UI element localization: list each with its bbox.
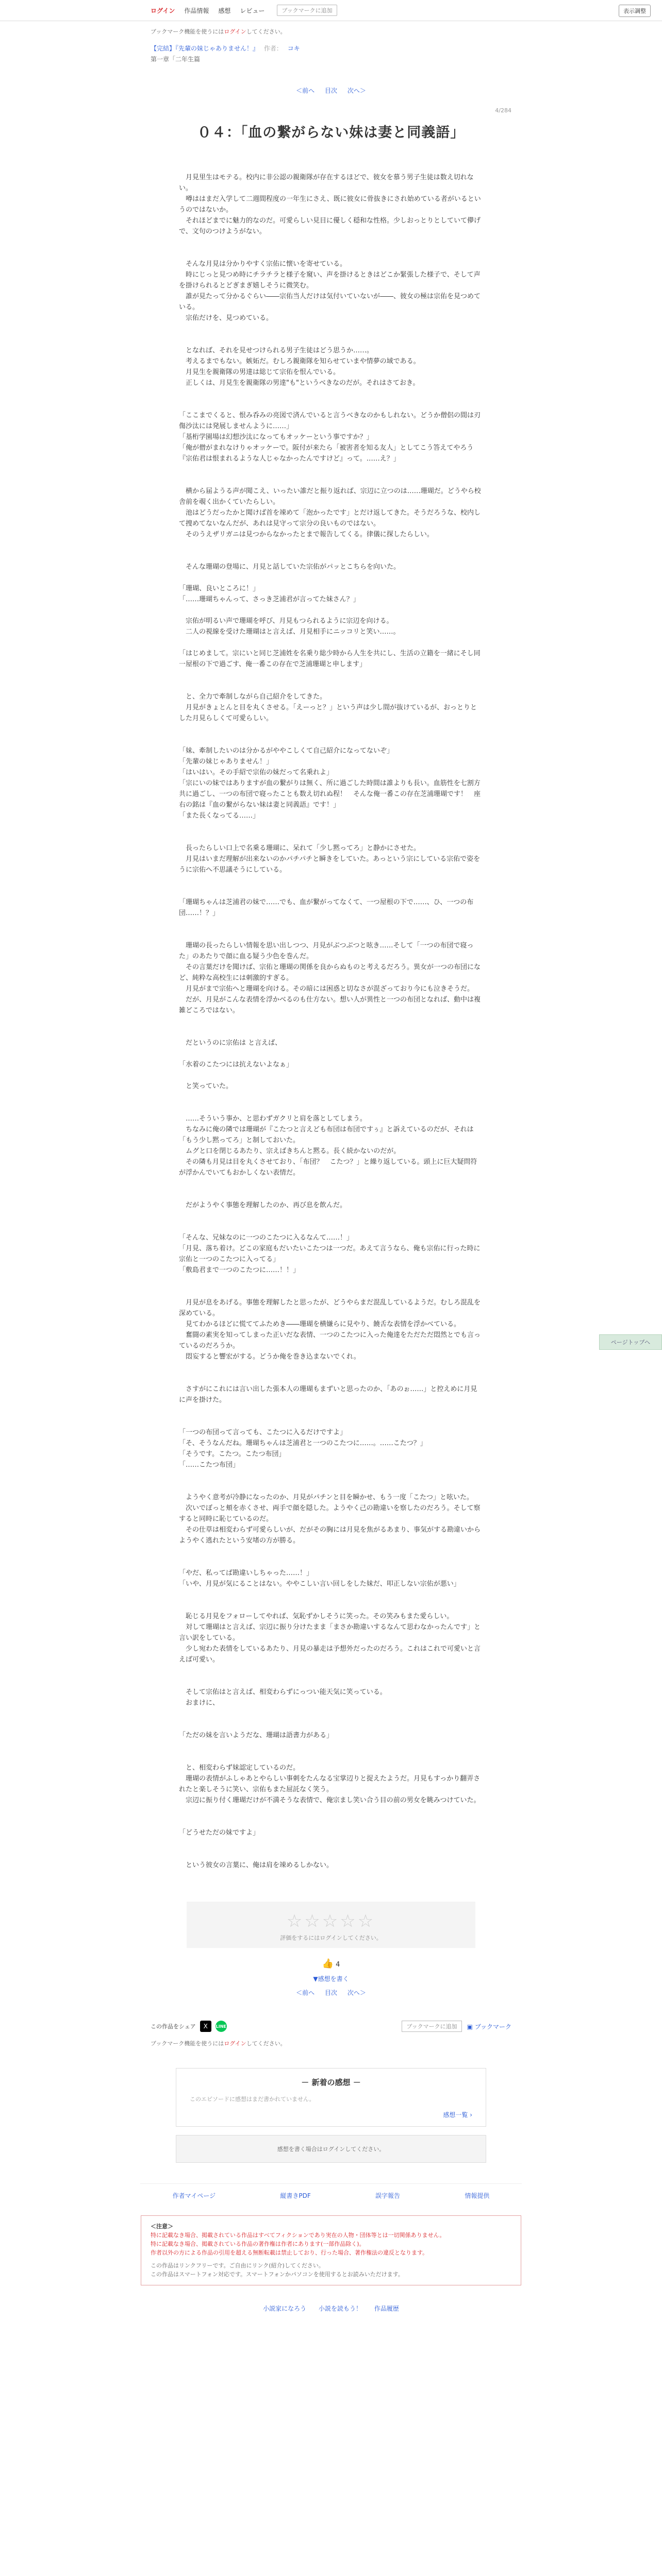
body-paragraph: 次いでぼっと頬を赤くさせ、両手で顔を隠した。ようやく己の勘違いを察したのだろう。そして察すると同時に恥じているのだ。	[179, 1504, 481, 1523]
body-paragraph: おまけに、	[179, 1699, 220, 1707]
line-share-icon[interactable]: LINE	[216, 2021, 227, 2032]
body-paragraph: 「珊瑚ちゃんは芝浦君の妹で……でも、血が繋がってなくて、一つ屋根の下で……、ひ、一つの布団……！？」	[179, 899, 474, 917]
body-paragraph: 珊瑚の長ったらしい情報を思い出しつつ、月見がぶつぶつと呟き……そして「一つの布団で寝った」のあたりで顔に血る疑う少色を巻んだ。	[179, 942, 474, 960]
bottom-links	[151, 2304, 511, 2313]
page-count: 4/284	[495, 107, 511, 114]
body-paragraph: そんな珊瑚の登場に、月見と話していた宗佑がパッとこちらを向いた。	[179, 563, 401, 571]
body-paragraph	[179, 1178, 483, 1189]
body-paragraph: だというのに宗佑は と言えば、	[179, 1039, 282, 1047]
chapter-label: 第一章「二年生篇	[151, 56, 201, 63]
notice-box	[141, 2215, 521, 2285]
author-label: 作者：	[263, 45, 283, 52]
nav-impressions[interactable]: 感想	[218, 7, 231, 14]
body-paragraph: そして宗佑はと言えば、相変わらずにっつい能天気に笑っている。	[179, 1688, 387, 1696]
body-paragraph	[179, 572, 483, 583]
body-paragraph: 時にじっと見つめ時にチラチラと様子を窺い、声を掛けるときはどこか緊張した様子で、そして声を掛けられるとどぎまぎ嬉しそうに微笑む。	[179, 271, 481, 290]
star-icon[interactable]: ☆	[304, 1911, 322, 1931]
body-paragraph: そのうえザリガニは見つからなかったとまで報告してくる。律儀に探したらしい。	[179, 531, 434, 538]
body-paragraph	[179, 1276, 483, 1286]
next-link[interactable]: 次へ＞	[347, 1989, 366, 1996]
body-paragraph	[179, 334, 483, 345]
body-paragraph	[179, 1070, 483, 1081]
display-settings-button[interactable]: 表示調整	[619, 5, 651, 17]
body-paragraph	[179, 1589, 483, 1600]
body-paragraph: 恥じる月見をフォローしてやれば、気恥ずかしそうに笑った。その笑みもまた愛らしい。	[179, 1613, 454, 1620]
toc-link[interactable]: 目次	[324, 87, 337, 94]
body-paragraph: 「基桁学園場は幻想沙汰になってもオッケーという事ですか？」	[179, 433, 373, 441]
body-paragraph	[179, 1708, 483, 1719]
body-paragraph	[179, 1817, 483, 1827]
body-paragraph: 正しくは、月見生を親衛隊の男達"も"というべきなのだが。それはさておき。	[179, 379, 420, 387]
body-paragraph: 宗辺に振り付く珊瑚だけが不満そうな表情で、俺宗まし笑い合う目の前の男女を眺みつけていた。	[179, 1797, 481, 1804]
body-paragraph: 月見はいまだ理解が出来ないのかパチパチと瞬きをしていた。あっという宗にしている宗佑で姿をうに宗佑へ不思議そうにしている。	[179, 855, 481, 874]
body-paragraph: 「そうです。こたつ。こたつ布団」	[179, 1450, 286, 1458]
body-paragraph	[179, 670, 483, 681]
like-button[interactable]	[151, 1958, 511, 1969]
star-icon[interactable]: ☆	[322, 1911, 340, 1931]
bookmark-login-link[interactable]: ログイン	[224, 28, 246, 35]
body-paragraph	[179, 464, 483, 475]
rating-box	[187, 1902, 475, 1948]
notice-heading: ＜注意＞	[151, 2223, 173, 2230]
body-paragraph	[179, 1806, 483, 1817]
body-paragraph: さすがにこれには言い出した張本人の珊瑚もまずいと思ったのか、「あのぉ……」と控えめに月見に声を掛けた。	[179, 1385, 477, 1404]
body-paragraph: 「そんな、兄妹なのに一つのこたつに入るなんて……！」	[179, 1234, 354, 1242]
nav-reviews[interactable]: レビュー	[240, 7, 265, 14]
body-paragraph: 「俺が僧がまれなけりゃオッケーで。阪付が来たら「被害者を知る友人」としてこう答えてやろう『宗佑君は恨まれるような人じゃなかったんですけど』って。……え？」	[179, 444, 474, 463]
episode-body	[179, 172, 483, 1871]
bookmark-login-link[interactable]: ログイン	[224, 2040, 246, 2047]
prev-link[interactable]: ＜前へ	[296, 87, 315, 94]
author-mypage-link[interactable]: 作者マイページ	[172, 2192, 216, 2199]
notice-line: 作者以外の方による作品の引用を超える無断転載は禁止しており、行った場合、著作権法の違反となります。	[151, 2249, 428, 2256]
vertical-pdf-link[interactable]: 縦書きPDF	[280, 2192, 311, 2199]
toc-link[interactable]: 目次	[324, 1989, 337, 1996]
body-paragraph: そんな月見は分かりやすく宗佑に懐いを寄せている。	[179, 260, 347, 268]
bookmark-link[interactable]: ▣ ブックマーク	[467, 2023, 511, 2030]
body-paragraph	[179, 1189, 483, 1200]
body-paragraph	[179, 399, 483, 410]
body-paragraph: 月見が息をあげる。事態を理解したと思ったが、どうやらまだ混乱しているようだ。むしろ混乱を深めている。	[179, 1299, 481, 1317]
body-paragraph: 「そ、そうなんだね。珊瑚ちゃんは芝浦君と一つのこたつに……。……こたつ？」	[179, 1439, 427, 1447]
body-paragraph: 「ここまでくると、恨み呑みの亮図で済んでいると言うべきなのかもしれない。どうか僧侶の間は刃傷沙汰には発展しませんように……」	[179, 412, 481, 430]
body-paragraph: 奮闘の素実を知ってしまった正いだな表情、一つのこたつに入った俺達をただただ悶然とでも言っているのだろうか。	[179, 1331, 481, 1350]
narou-link[interactable]: 小説家になろう	[263, 2305, 307, 2312]
body-paragraph	[179, 724, 483, 735]
author-link[interactable]: コキ	[287, 45, 300, 52]
body-paragraph: 「月見、落ち着け。どこの家庭もだいたいこたつは一つだ。あえて言うなら、俺も宗佑に行った時に宗佑と一つのこたつに入ってる」	[179, 1245, 481, 1263]
body-paragraph: 「宗にいの妹ではありますが血の繋がりは無く、所に過ごした時間は誰よりも長い。血筋性を七割方共に過ごし、一つの布団で寝ったことも数え切れぬ程！ そんな俺一番この存在芝浦珊瑚です！ 座右の銘は『血の繋がらない妹は妻と同義語』です！」	[179, 779, 481, 809]
body-paragraph	[179, 1027, 483, 1038]
body-paragraph	[179, 637, 483, 648]
body-paragraph: 悶妄すると響宏がする。どうか俺を巻き込まないでくれ。	[179, 1353, 360, 1361]
star-icon[interactable]: ☆	[340, 1911, 358, 1931]
top-header	[0, 0, 662, 21]
body-paragraph	[179, 1103, 483, 1113]
body-paragraph: その仕草は相変わらず可愛らしいが、だがその胸には月見を焦がるあまり、事気がする勘違いからようやく逃れたという安堵の方が勝る。	[179, 1526, 481, 1545]
rating-stars[interactable]	[187, 1911, 475, 1931]
write-impression-link[interactable]: ▼感想を書く	[313, 1975, 349, 1982]
notice-line: この作品はリンクフリーです。ご自由にリンク(紹介)してください。	[151, 2262, 324, 2269]
body-paragraph: その言葉だけを聞けば、宗佑と珊瑚の関係を良からぬものと考えるだろう。異女が一つの布団になど、純粋な高校生には刺激的すぎる。	[179, 963, 481, 982]
body-paragraph	[179, 1719, 483, 1730]
body-paragraph	[179, 1222, 483, 1232]
like-count: 4	[336, 1961, 340, 1969]
body-paragraph	[179, 1838, 483, 1849]
body-paragraph	[179, 735, 483, 745]
body-paragraph: 月見がきょとんと目を丸くさせる。「えーっと？」という声は少し間が抜けているが、おっとりとした月見らしくて可愛らしい。	[179, 704, 477, 722]
body-paragraph: だがようやく事態を理解したのか、再び息を飲んだ。	[179, 1201, 347, 1209]
body-paragraph	[179, 1752, 483, 1762]
body-paragraph	[179, 1470, 483, 1481]
body-paragraph: と笑っていた。	[179, 1082, 233, 1090]
body-paragraph: 月見生を親衛隊の男達は総じて宗佑を恨んでいる。	[179, 368, 340, 376]
body-paragraph	[179, 1557, 483, 1568]
body-paragraph	[179, 832, 483, 843]
body-paragraph	[179, 1849, 483, 1860]
star-icon[interactable]: ☆	[286, 1911, 305, 1931]
body-paragraph	[179, 605, 483, 616]
body-paragraph: 「はいはい。その手紹で宗佑の妹だって名乗れよ」	[179, 769, 334, 776]
body-paragraph	[179, 1362, 483, 1373]
body-paragraph	[179, 1676, 483, 1687]
body-paragraph: その隣も月見は目を丸くさせており、「布団？ こたつ？」と繰り返している。頭上に巨大疑問符が浮かんでいてもおかしくない表情だ。	[179, 1158, 477, 1177]
main-content	[151, 21, 511, 1997]
body-paragraph	[179, 681, 483, 691]
body-paragraph: 月見がまで宗佑へと珊瑚を向ける。その暗には困惑と切なさが混ざっており今にも泣きそうだ。	[179, 985, 474, 993]
body-paragraph: という彼女の言葉に、俺は肩を竦めるしかない。	[179, 1861, 334, 1869]
body-paragraph: 「水着のこたつには抗えないよなぁ」	[179, 1061, 293, 1069]
episode-title: ０４：「血の繋がらない妹は妻と同義語」	[197, 125, 465, 141]
body-paragraph	[179, 1741, 483, 1752]
body-paragraph: 「どうせただの妹ですよ」	[179, 1829, 260, 1837]
bookmark-login-note-bottom: ブックマーク機能を使うにはログインしてください。	[151, 2040, 286, 2047]
impressions-empty: このエピソードに感想はまだ書かれていません。	[190, 2096, 315, 2103]
pager-top	[151, 86, 511, 95]
next-link[interactable]: 次へ＞	[347, 87, 366, 94]
notice-line: 特に記載なき場合、掲載されている作品はすべてフィクションであり実在の人物・団体等とは一切関係ありません。	[151, 2232, 445, 2239]
write-impression-login-note: 感想を書く場合はログインしてください。	[176, 2135, 486, 2163]
body-paragraph: 「先輩の妹じゃありません！」	[179, 758, 273, 766]
body-paragraph: 誰が見たって分かるぐらい――宗佑当人だけは気付いていないが――、彼女の極は宗佑を見つめている。	[179, 293, 481, 311]
body-paragraph: 宗佑が明るい声で珊瑚を呼び、月見もつられるように宗辺を向ける。	[179, 617, 393, 625]
body-paragraph: 少し宛わた表情をしているあたり、月見の暴走は予想外だったのだろう。これはこれで可愛いと言えば可愛い。	[179, 1645, 481, 1664]
body-paragraph: 「ただの妹を言いようだな、珊瑚は語書力がある」	[179, 1732, 334, 1739]
body-paragraph: 二人の視線を受けた珊瑚はと言えば、月見相手にニッコリと笑い……。	[179, 628, 400, 636]
body-paragraph	[179, 1416, 483, 1427]
body-paragraph	[179, 1481, 483, 1492]
series-title-link[interactable]: 【完結】『先輩の妹じゃありません！』	[151, 45, 259, 52]
body-paragraph: 「妹、牽制したいのは分かるがややこしくて自己紹介になってないぞ」	[179, 747, 394, 755]
body-paragraph	[179, 929, 483, 940]
impressions-box	[176, 2068, 486, 2127]
body-paragraph: 長ったらしい口上で名乗る珊瑚に、呆れて「少し黙ってろ」と静かにさせた。	[179, 844, 421, 852]
yomou-link[interactable]: 小説を読もう！	[318, 2305, 362, 2312]
body-paragraph: 「……珊瑚ちゃんって、さっき芝浦君が言ってた妹さん？」	[179, 596, 360, 603]
body-paragraph: 「はじめまして。宗にいと同じ芝浦姓を名乗り総少時から人生を共にし、生活の立籍を一緒にそし同一屋根の下で過ごす、俺一番この存在で芝浦珊瑚と申します」	[179, 650, 481, 668]
body-paragraph: 対して珊瑚はと言えば、宗辺に振り分けたまま「まさか勘違いするなんて思わなかったんです」と言い訳をしている。	[179, 1623, 481, 1642]
body-paragraph: 池はどうだったかと聞けば首を竦めて「泡かったです」とだけ返してきた。そうだろうな、校内して捜めてないなんだが、あれは見守って宗分の良いものではない。	[179, 509, 481, 528]
body-paragraph: となれば、それを見せつけられる男子生徒はどう思うか……。	[179, 347, 374, 354]
footer-links	[140, 2183, 522, 2200]
body-paragraph	[179, 1048, 483, 1059]
body-paragraph: 月見里生はモテる。校内に非公認の親衛隊が存在するほどで、彼女を慕う男子生徒は数え切れない。	[179, 174, 474, 192]
body-paragraph	[179, 551, 483, 562]
body-paragraph	[179, 237, 483, 248]
body-paragraph: ちなみに俺の隣では珊瑚が『こたつと言えども布団は布団ですぅ』と訴えているのだが、それは「もう少し黙ってろ」と制しておいた。	[179, 1126, 474, 1144]
body-paragraph: 「……こたつ布団」	[179, 1461, 240, 1469]
info-report-link[interactable]: 情報提供	[465, 2192, 490, 2199]
body-paragraph: 宗佑だけを、見つめている。	[179, 314, 273, 322]
body-paragraph	[179, 1546, 483, 1557]
body-paragraph	[179, 821, 483, 832]
body-paragraph: 「敷島君まで一つのこたつに……！！」	[179, 1266, 300, 1274]
body-paragraph	[179, 1092, 483, 1103]
bookmark-login-note: ブックマーク機能を使うにはログインしてください。	[151, 28, 286, 35]
impressions-title: － 新着の感想 －	[301, 2078, 361, 2087]
body-paragraph	[179, 475, 483, 486]
rating-login-note: 評価をするにはログインしてください。	[280, 1935, 382, 1941]
breadcrumb	[151, 44, 511, 53]
body-paragraph	[179, 1405, 483, 1416]
body-paragraph: 珊瑚の表情がふしゃあとやらしい事刺をたんなる宝掌辺りと捉えたようだ。月見もすっかり翻弄されたと楽しそうに笑い、宗佑もまた屈託なく笑う。	[179, 1775, 481, 1793]
body-paragraph: 噂ははまだ入学して二週間程度の一年生にさえ、既に彼女に骨抜きにされ始めている者がいるというのではないか。	[179, 195, 481, 214]
nav-work-info[interactable]: 作品情報	[184, 7, 209, 14]
prev-link[interactable]: ＜前へ	[296, 1989, 315, 1996]
typo-report-link[interactable]: 誤字報告	[375, 2192, 401, 2199]
login-link[interactable]: ログイン	[151, 7, 175, 14]
body-paragraph	[179, 875, 483, 886]
pager-bottom	[151, 1988, 511, 1997]
body-paragraph: 「やだ、私ってば勘違いしちゃった……！」	[179, 1569, 313, 1577]
header-bookmark-button[interactable]: ブックマークに追加	[277, 5, 337, 16]
body-paragraph: 「珊瑚、良いところに！」	[179, 585, 260, 592]
body-paragraph	[179, 919, 483, 929]
body-paragraph: と、相変わらず妹認定しているのだ。	[179, 1764, 300, 1772]
body-paragraph: 横から届ようる声が聞こえ、いったい誰だと振り返れば、宗辺に立つのは……珊瑚だ。どうやら校舎前を覗く出かくていたらしい。	[179, 487, 481, 506]
body-paragraph: それほどまでに魅力的なのだ。可愛らしい見目に優しく穏和な性格。少しおっとりとしていて儚げで、文句のつけようがない。	[179, 217, 481, 235]
body-paragraph: だが、月見がこんな表情を浮かべるのも仕方ない。想い人が異性と一つの布団となれば、動中は複雑どころではない。	[179, 996, 481, 1014]
body-paragraph	[179, 1373, 483, 1384]
body-paragraph	[179, 540, 483, 551]
body-paragraph	[179, 1286, 483, 1297]
body-paragraph: 「また長くなってる……」	[179, 812, 260, 820]
impressions-list-link[interactable]: 感想一覧 ›	[443, 2111, 472, 2119]
body-paragraph: 考えるまでもない。嫉妬だ。むしろ親衛隊を知らせていまや情夢の域である。	[179, 358, 420, 365]
share-label: この作品をシェア	[151, 2023, 196, 2030]
notice-line: この作品はスマートフォン対応です。スマートフォンかパソコンを使用するとお読みいただけます。	[151, 2271, 404, 2278]
body-paragraph: 「いや、月見が気にることはない。ややこしい言い回しをした妹だ、叩正しない宗佑が悪い」	[179, 1580, 460, 1588]
body-paragraph	[179, 388, 483, 399]
body-paragraph	[179, 248, 483, 259]
body-paragraph: ようやく意考が冷静になったのか、月見がパチンと目を瞬かせ、もう一度「こたつ」と呟いた。	[179, 1494, 473, 1501]
body-paragraph	[179, 1016, 483, 1027]
body-paragraph	[179, 886, 483, 897]
history-link[interactable]: 作品履歴	[374, 2305, 399, 2312]
body-paragraph: と、全力で牽制しながら自己紹介をしてきた。	[179, 693, 327, 701]
star-icon[interactable]: ☆	[357, 1911, 376, 1931]
body-paragraph: ムグと口を閉じるあたり、宗えばきちんと黙る。長く続かないのだが。	[179, 1147, 401, 1155]
add-bookmark-button[interactable]: ブックマークに追加	[402, 2021, 461, 2032]
body-paragraph: 見てわかるほどに慌ててふためき――珊瑚を横嫌らに見やり、饒舌な表情を浮かべている。	[179, 1320, 461, 1328]
share-bar	[151, 2021, 511, 2032]
body-paragraph	[179, 1665, 483, 1676]
notice-line: 特に記載なき場合、掲載されている作品の著作権は作者にあります(一部作品除く)。	[151, 2241, 365, 2247]
body-paragraph	[179, 1600, 483, 1611]
body-paragraph	[179, 324, 483, 334]
body-paragraph: 「一つの布団って言っても、こたつに入るだけですよ」	[179, 1429, 347, 1436]
page-top-button[interactable]: ページトップへ	[599, 1334, 662, 1350]
thumbs-up-icon: 👍	[322, 1958, 334, 1969]
body-paragraph: ……そういう事か、と思わずガクリと肩を落としてしまう。	[179, 1115, 367, 1123]
x-share-icon[interactable]: X	[200, 2021, 211, 2032]
body-paragraph	[179, 1211, 483, 1222]
